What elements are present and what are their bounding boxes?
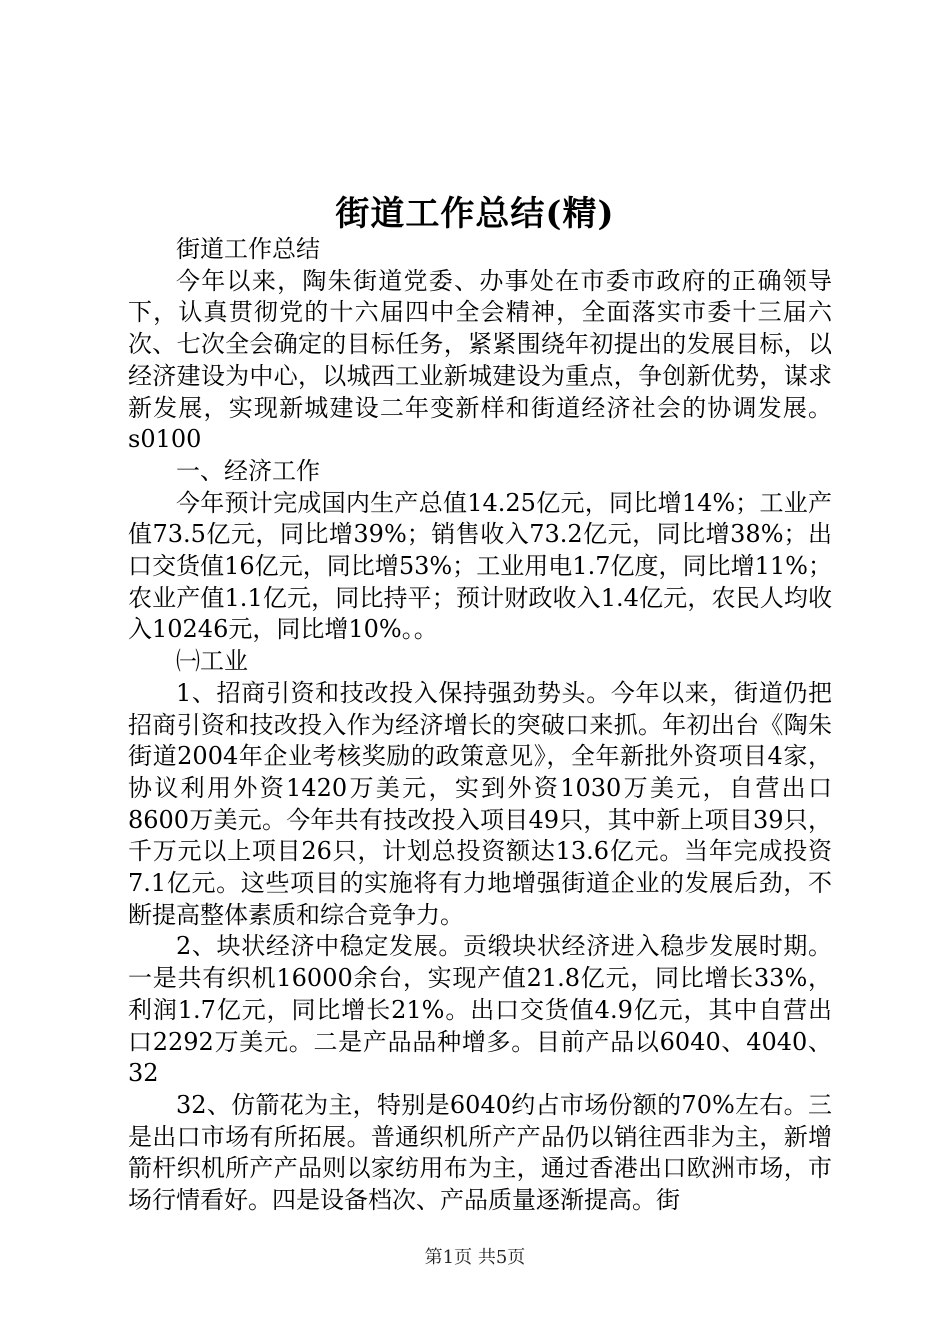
paragraph-intro: 今年以来，陶朱街道党委、办事处在市委市政府的正确领导下，认真贯彻党的十六届四中全会精神，全面落实市委十三届六次、七次全会确定的目标任务，紧紧围绕年初提出的发展目标，以经济建设为中心，以城西工业新城建设为重点，争创新优势，谋求新发展，实现新城建设二年变新样和街道经济社会的协调发展。s0100: [128, 266, 832, 454]
document-title: 街道工作总结(精): [335, 194, 615, 234]
section-heading-economy: 一、经济工作: [176, 456, 320, 485]
section-heading-industry: ㈠工业: [176, 647, 248, 676]
paragraph-subtitle: 街道工作总结: [176, 235, 320, 263]
document-body: [128, 234, 832, 1217]
paragraph-products: 32、仿箭花为主，特别是6040约占市场份额的70%左右。三是出口市场有所拓展。普通织机所产产品仍以销往西非为主，新增箭杆织机所产产品则以家纺用布为主，通过香港出口欧洲市场，市场行情看好。四是设备档次、产品质量逐渐提高。街: [128, 1090, 832, 1215]
paragraph-economy-figures: 今年预计完成国内生产总值14.25亿元，同比增14%；工业产值73.5亿元，同比增39%；销售收入73.2亿元，同比增38%；出口交货值16亿元，同比增53%；工业用电1.7亿度，同比增11%；农业产值1.1亿元，同比持平；预计财政收入1.4亿元，农民人均收入10246元，同比增10%。。: [128, 488, 832, 644]
paragraph-investment: 1、招商引资和技改投入保持强劲势头。今年以来，街道仍把招商引资和技改投入作为经济增长的突破口来抓。年初出台《陶朱街道2004年企业考核奖励的政策意见》，全年新批外资项目4家，协议利用外资1420万美元，实到外资1030万美元，自营出口8600万美元。今年共有技改投入项目49只，其中新上项目39只，千万元以上项目26只，计划总投资额达13.6亿元。当年完成投资7.1亿元。这些项目的实施将有力地增强街道企业的发展后劲，不断提高整体素质和综合竞争力。: [128, 678, 832, 929]
page-footer: 第1页 共5页: [424, 1247, 526, 1268]
paragraph-block-economy: 2、块状经济中稳定发展。贡缎块状经济进入稳步发展时期。一是共有织机16000余台，实现产值21.8亿元，同比增长33%，利润1.7亿元，同比增长21%。出口交货值4.9亿元，其中自营出口2292万美元。二是产品品种增多。目前产品以6040、4040、32: [128, 932, 832, 1088]
